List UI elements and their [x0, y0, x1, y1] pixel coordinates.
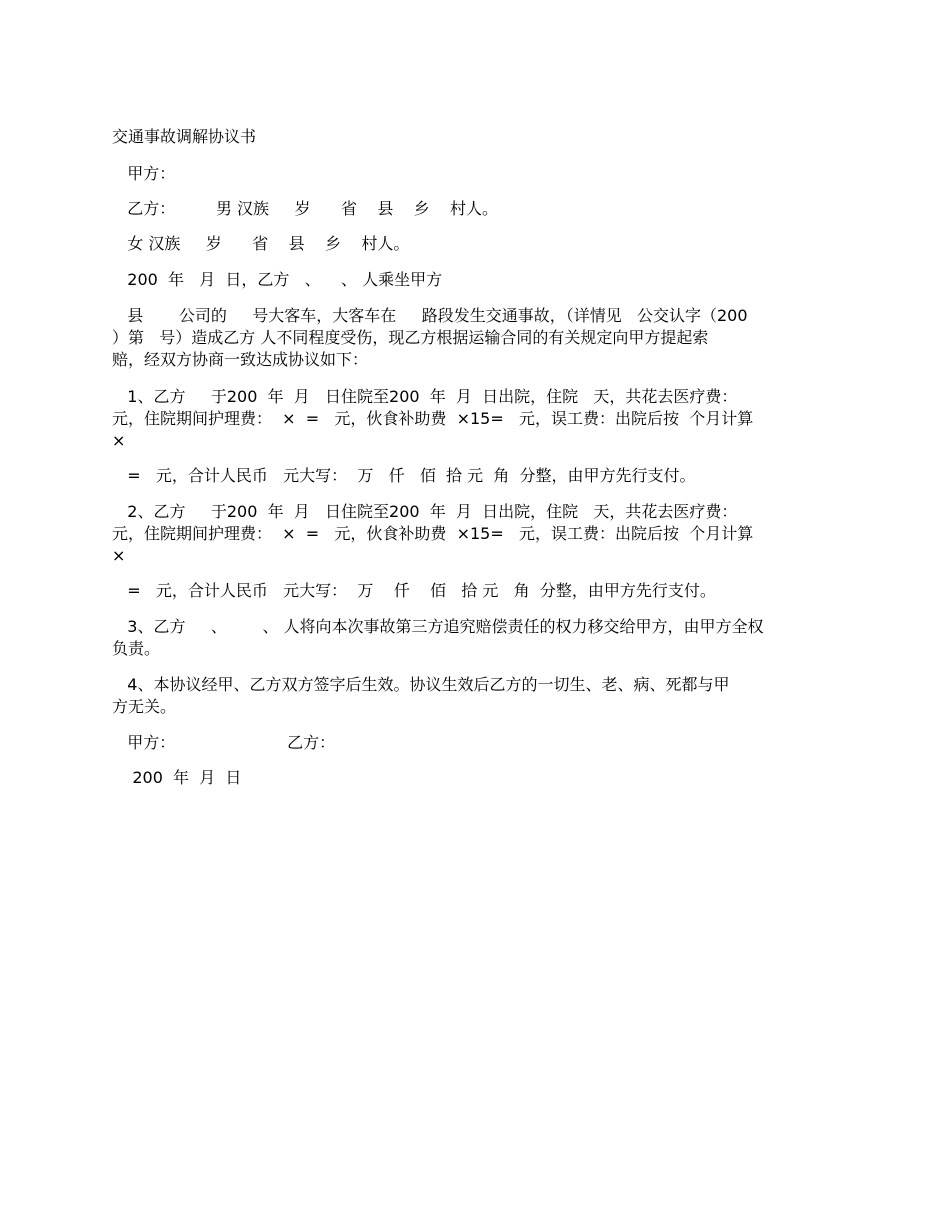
clause-3-line-2: 负责。	[112, 639, 161, 658]
party-b-line: 乙方： 男 汉族 岁 省 县 乡 村人。	[112, 199, 499, 218]
clause-1-line-2: 元，住院期间护理费： × = 元，伙食补助费 ×15= 元，误工费：出院后按 个月计算	[112, 409, 754, 428]
accident-paragraph-line-2: ）第 号）造成乙方 人不同程度受伤，现乙方根据运输合同的有关规定向甲方提起索	[112, 328, 709, 347]
clause-2-total-line: = 元，合计人民币 元大写： 万 仟 佰 拾 元 角 分整，由甲方先行支付。	[112, 581, 716, 600]
accident-paragraph-line-3: 赔，经双方协商一致达成协议如下：	[112, 350, 369, 369]
clause-3-line-1: 3、乙方 、 、 人将向本次事故第三方追究赔偿责任的权力移交给甲方，由甲方全权	[112, 617, 764, 636]
party-b-second-person-line: 女 汉族 岁 省 县 乡 村人。	[112, 234, 410, 253]
clause-1-total-line: = 元，合计人民币 元大写： 万 仟 佰 拾 元 角 分整，由甲方先行支付。	[112, 466, 696, 485]
clause-1-line-3: ×	[112, 431, 126, 450]
clause-4-line-1: 4、本协议经甲、乙方双方签字后生效。协议生效后乙方的一切生、老、病、死都与甲	[112, 675, 730, 694]
intro-line: 200 年 月 日，乙方 、 、 人乘坐甲方	[112, 270, 443, 289]
party-a-line: 甲方：	[112, 164, 176, 183]
clause-2-line-2: 元，住院期间护理费： × = 元，伙食补助费 ×15= 元，误工费：出院后按 个月计算	[112, 524, 754, 543]
clause-1-line-1: 1、乙方 于200 年 月 日住院至200 年 月 日出院，住院 天，共花去医疗费：	[112, 387, 738, 406]
signature-line: 甲方： 乙方：	[112, 733, 336, 752]
clause-2-line-1: 2、乙方 于200 年 月 日住院至200 年 月 日出院，住院 天，共花去医疗费：	[112, 502, 738, 521]
document-title: 交通事故调解协议书	[112, 127, 257, 146]
date-line: 200 年 月 日	[112, 768, 242, 787]
accident-paragraph-line-1: 县 公司的 号大客车，大客车在 路段发生交通事故，（详情见 公交认字（200	[112, 306, 748, 325]
clause-4-line-2: 方无关。	[112, 697, 177, 716]
clause-2-line-3: ×	[112, 546, 126, 565]
